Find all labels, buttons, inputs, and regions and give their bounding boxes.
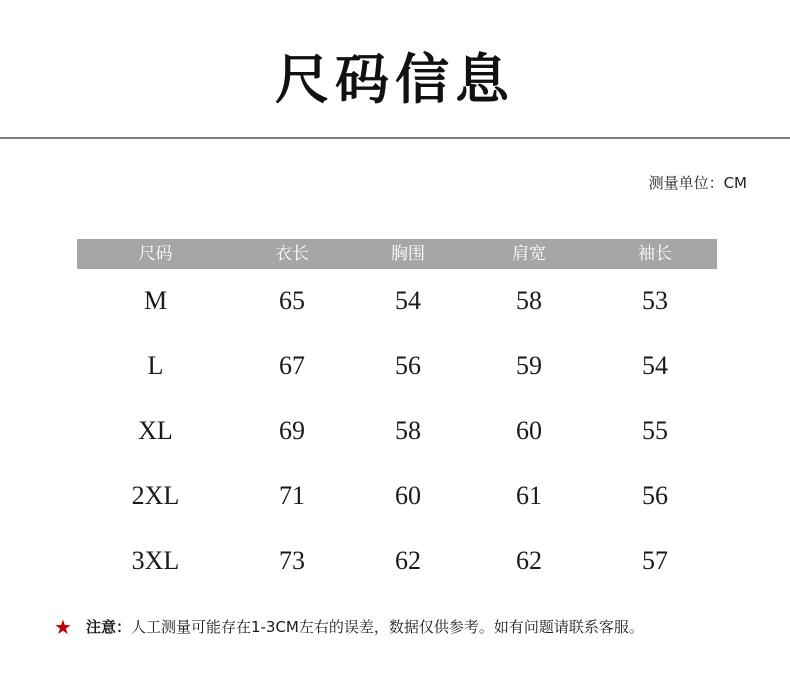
sleeve-cell: 57	[642, 546, 668, 575]
shoulder-cell: 59	[516, 351, 542, 380]
sleeve-cell: 54	[642, 351, 668, 380]
table-row	[77, 269, 717, 334]
sleeve-cell: 55	[642, 416, 668, 445]
length-cell: 73	[279, 546, 305, 575]
chest-cell: 56	[395, 351, 421, 380]
size-cell: L	[147, 351, 164, 380]
size-cell: 2XL	[131, 481, 180, 510]
header-shoulder: 肩宽	[512, 244, 546, 264]
header-sleeve: 袖长	[638, 244, 672, 264]
table-row	[77, 399, 717, 464]
length-cell: 65	[279, 286, 305, 315]
size-cell: M	[143, 286, 168, 315]
chest-cell: 54	[395, 286, 421, 315]
table-row	[77, 529, 717, 594]
sleeve-cell: 53	[642, 286, 668, 315]
note-label: 注意：	[85, 618, 131, 636]
shoulder-cell: 61	[516, 481, 542, 510]
sleeve-cell: 56	[642, 481, 668, 510]
table-row	[77, 464, 717, 529]
header-length: 衣长	[275, 244, 309, 264]
size-cell: XL	[138, 416, 173, 445]
size-table-header	[77, 239, 717, 269]
chest-cell: 58	[395, 416, 421, 445]
shoulder-cell: 60	[516, 416, 542, 445]
title-divider	[0, 137, 790, 139]
page-title: 尺码信息	[275, 48, 515, 111]
header-chest: 胸围	[391, 244, 425, 264]
length-cell: 71	[279, 481, 305, 510]
measurement-unit	[649, 172, 747, 194]
unit-value: CM	[723, 174, 747, 192]
table-row	[77, 334, 717, 399]
unit-label: 测量单位：	[648, 174, 724, 192]
note-text: 人工测量可能存在1-3CM左右的误差，数据仅供参考。如有问题请联系客服。	[130, 618, 644, 636]
header-size: 尺码	[138, 244, 173, 264]
size-table	[77, 239, 717, 594]
length-cell: 69	[279, 416, 305, 445]
size-cell: 3XL	[131, 546, 180, 575]
chest-cell: 62	[395, 546, 421, 575]
measurement-note	[54, 616, 644, 638]
length-cell: 67	[279, 351, 305, 380]
star-icon: ★	[54, 615, 72, 639]
shoulder-cell: 58	[516, 286, 542, 315]
chest-cell: 60	[395, 481, 421, 510]
shoulder-cell: 62	[516, 546, 542, 575]
